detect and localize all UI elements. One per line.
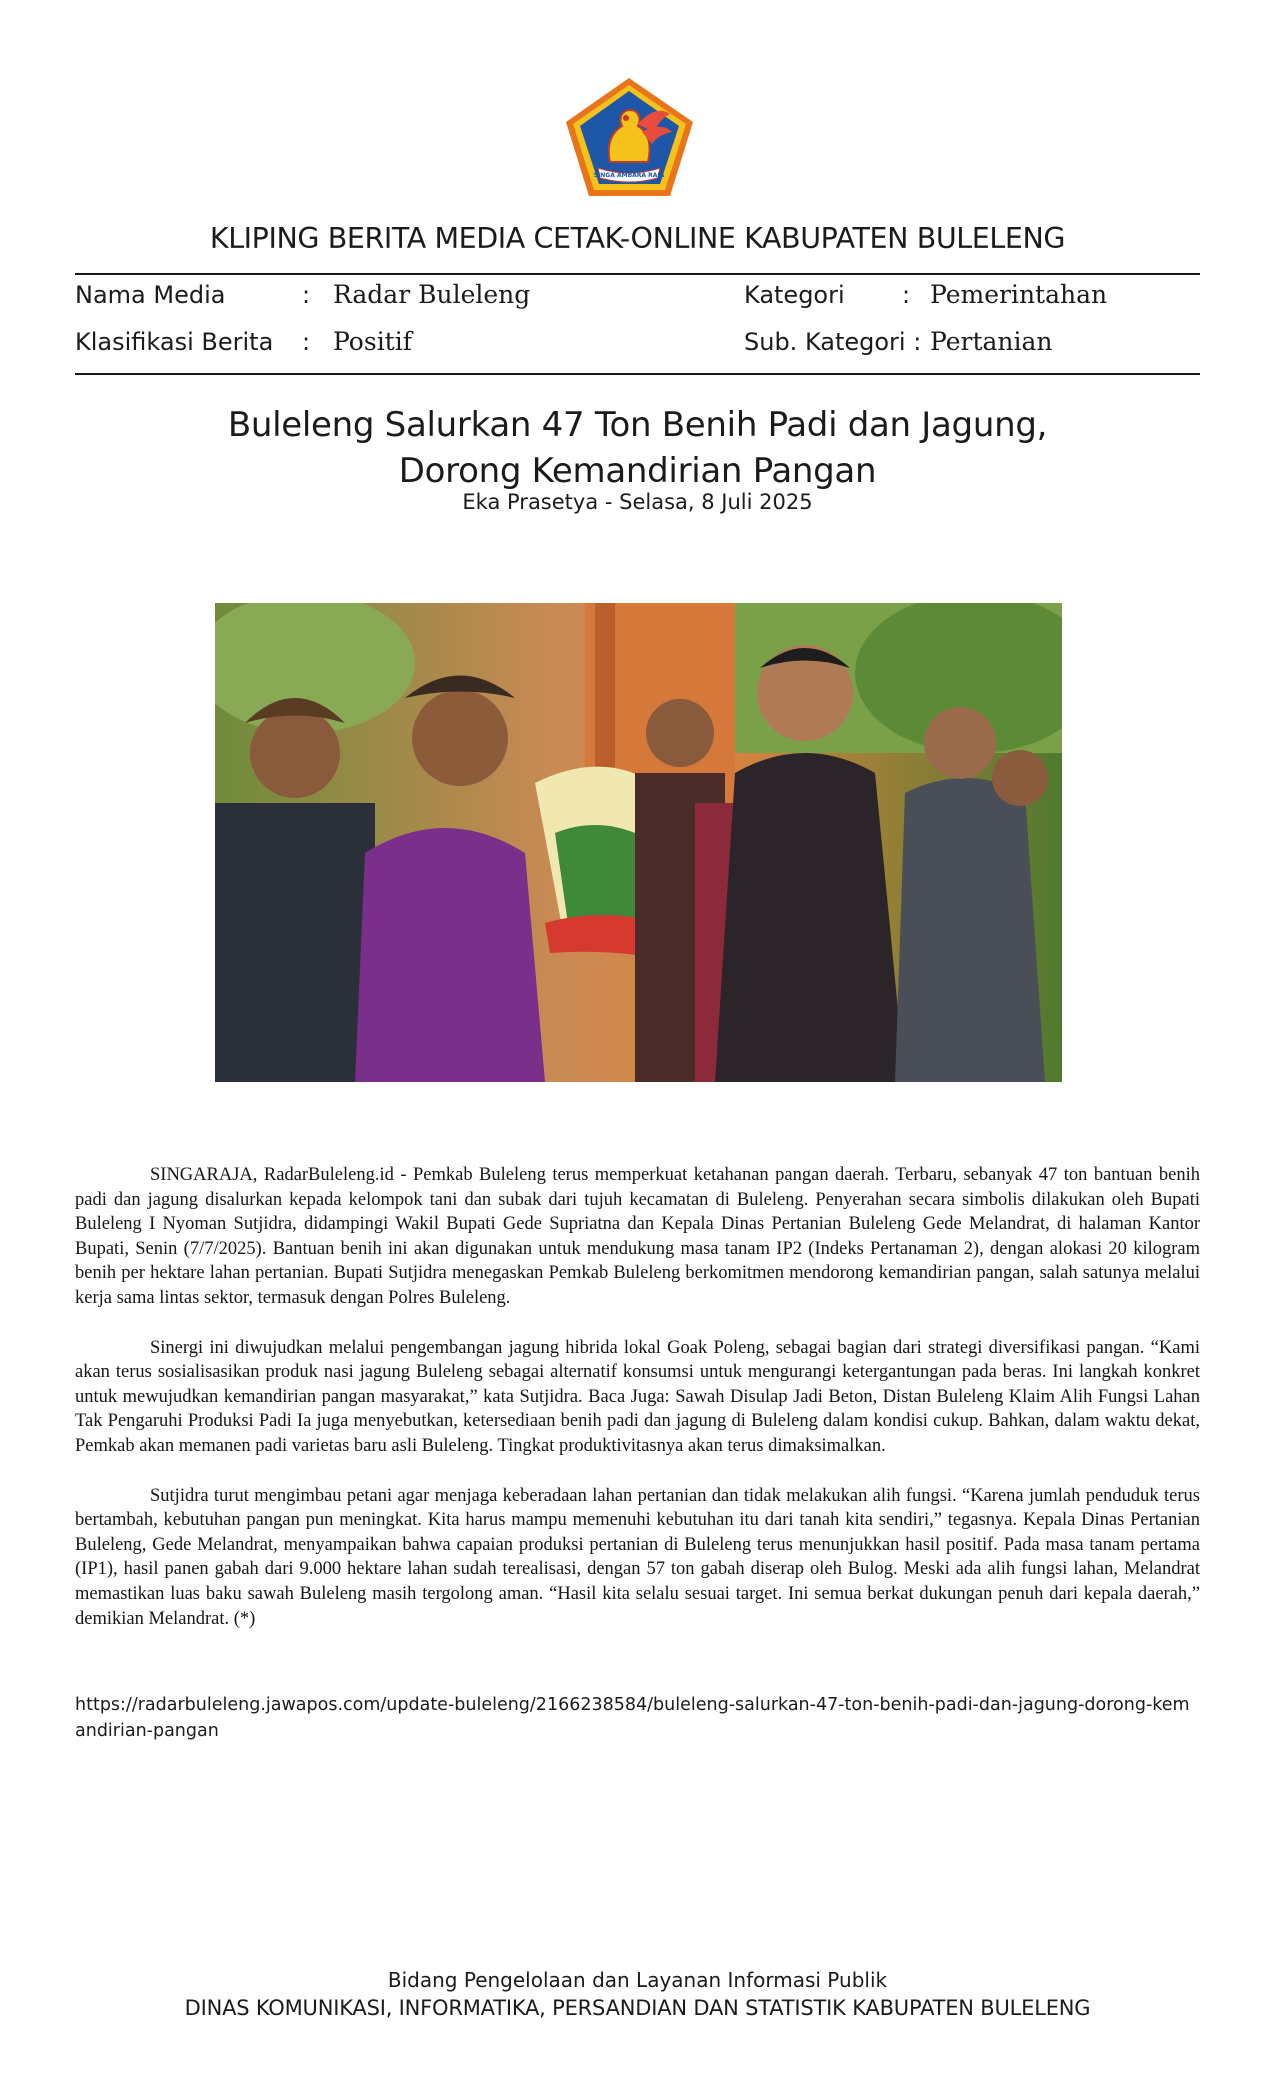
article-headline	[0, 402, 1275, 494]
klasifikasi-label: Klasifikasi Berita	[75, 328, 274, 356]
media-colon: :	[302, 281, 311, 309]
subkategori-value: Pertanian	[930, 327, 1053, 356]
article-body	[75, 1163, 1200, 1656]
top-divider	[75, 273, 1200, 275]
subkategori-label: Sub. Kategori :	[744, 328, 922, 356]
headline-line-1: Buleleng Salurkan 47 Ton Benih Padi dan Jagung,	[227, 405, 1048, 445]
kategori-colon: :	[902, 281, 911, 309]
klasifikasi-value: Positif	[333, 327, 412, 356]
logo-motto: SINGA AMBARA RAJA	[593, 172, 665, 179]
headline-line-2: Dorong Kemandirian Pangan	[398, 451, 877, 491]
bottom-divider	[75, 373, 1200, 375]
footer-agency: DINAS KOMUNIKASI, INFORMATIKA, PERSANDIAN DAN STATISTIK KABUPATEN BULELENG	[184, 1996, 1091, 2020]
kabupaten-buleleng-logo	[562, 74, 697, 200]
article-photo	[215, 603, 1062, 1082]
article-paragraph-2: Sinergi ini diwujudkan melalui pengembangan jagung hibrida lokal Goak Poleng, sebagai bagian dari strategi diversifikasi pangan. “Kami akan terus sosialisasikan produk nasi jagung Buleleng sebagai alternatif konsumsi untuk mengurangi ketergantungan pada beras. Ini langkah konkret untuk mewujudkan kemandirian pangan masyarakat,” kata Sutjidra. Baca Juga: Sawah Disulap Jadi Beton, Distan Buleleng Klaim Alih Fungsi Lahan Tak Pengaruhi Produksi Padi Ia juga menyebutkan, ketersediaan benih padi dan jagung di Buleleng dalam kondisi cukup. Bahkan, dalam waktu dekat, Pemkab akan memanen padi varietas baru asli Buleleng. Tingkat produktivitasnya akan terus dimaksimalkan.	[75, 1337, 1200, 1456]
source-link[interactable]: https://radarbuleleng.jawapos.com/update-buleleng/2166238584/buleleng-salurkan-47-ton-benih-padi-dan-jagung-dorong-kemandirian-pangan	[75, 1695, 1190, 1741]
media-label: Nama Media	[75, 281, 226, 309]
article-paragraph-3: Sutjidra turut mengimbau petani agar menjaga keberadaan lahan pertanian dan tidak melakukan alih fungsi. “Karena jumlah penduduk terus bertambah, kebutuhan pangan pun meningkat. Kita harus mampu memenuhi kebutuhan itu dari tanah kita sendiri,” tegasnya. Kepala Dinas Pertanian Buleleng, Gede Melandrat, menyampaikan bahwa capaian produksi pertanian di Buleleng terus menunjukkan hasil positif. Pada masa tanam pertama (IP1), hasil panen gabah dari 9.000 hektare lahan sudah terealisasi, dengan 57 ton gabah diserap oleh Bulog. Meski ada alih fungsi lahan, Melandrat memastikan luas baku sawah Buleleng masih tergolong aman. “Hasil kita selalu sesuai target. Ini semua berkat dukungan penuh dari kepala daerah,” demikian Melandrat. (*)	[75, 1485, 1200, 1629]
klasifikasi-colon: :	[302, 328, 311, 356]
footer-department: Bidang Pengelolaan dan Layanan Informasi Publik	[387, 1968, 888, 1992]
kategori-value: Pemerintahan	[930, 280, 1108, 309]
document-title: KLIPING BERITA MEDIA CETAK-ONLINE KABUPATEN BULELENG	[209, 222, 1066, 255]
kategori-label: Kategori	[744, 281, 845, 309]
article-paragraph-1: SINGARAJA, RadarBuleleng.id - Pemkab Buleleng terus memperkuat ketahanan pangan daerah. Terbaru, sebanyak 47 ton bantuan benih padi dan jagung disalurkan kepada kelompok tani dan subak dari tujuh kecamatan di Buleleng. Penyerahan secara simbolis dilakukan oleh Bupati Buleleng I Nyoman Sutjidra, didampingi Wakil Bupati Gede Supriatna dan Kepala Dinas Pertanian Buleleng Gede Melandrat, di halaman Kantor Bupati, Senin (7/7/2025). Bantuan benih ini akan digunakan untuk mendukung masa tanam IP2 (Indeks Pertanaman 2), dengan alokasi 20 kilogram benih per hektare lahan pertanian. Bupati Sutjidra menegaskan Pemkab Buleleng berkomitmen mendorong kemandirian pangan, salah satunya melalui kerja sama lintas sektor, termasuk dengan Polres Buleleng.	[75, 1165, 1200, 1308]
article-byline: Eka Prasetya - Selasa, 8 Juli 2025	[462, 490, 813, 514]
media-value: Radar Buleleng	[333, 280, 531, 309]
